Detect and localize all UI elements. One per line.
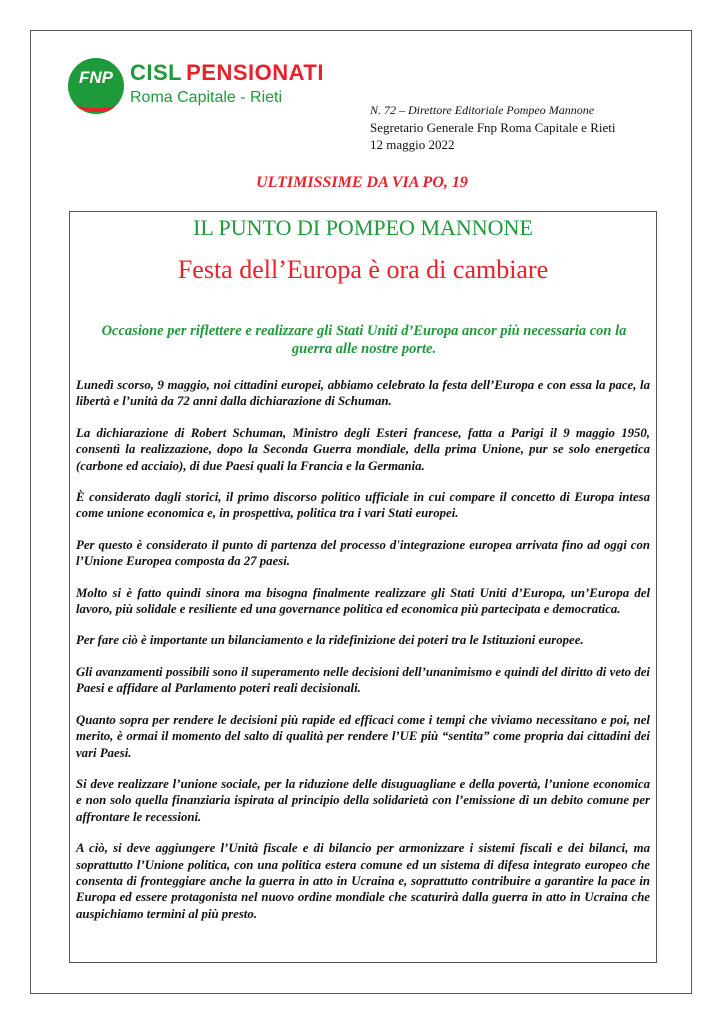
article-paragraph: Gli avanzamenti possibili sono il superamento nelle decisioni dell’unanimismo e quindi del diritto di veto dei Paesi e affidare al Parlamento poteri reali decisionali. [76,664,650,696]
article-headline: Festa dell’Europa è ora di cambiare [177,255,549,284]
edition-line: N. 72 – Direttore Editoriale Pompeo Mannone [370,103,595,117]
article-paragraph: Lunedì scorso, 9 maggio, noi cittadini europei, abbiamo celebrato la festa dell’Europa e con essa la pace, la libertà e l’unità da 72 anni dalla dichiarazione di Schuman. [76,378,650,409]
article-paragraph: È considerato dagli storici, il primo discorso politico ufficiale in cui compare il concetto di Europa intesa come unione economica e, in prospettiva, politica tra i vari Stati europei. [76,490,650,521]
article-body [76,377,650,937]
logo-brand-cisl: CISL [130,60,183,85]
cisl-pensionati-logo [68,58,324,116]
article-box [69,211,657,963]
section-title: ULTIMISSIME DA VIA PO, 19 [256,174,468,191]
article-paragraph: Per fare ciò è importante un bilanciamento e la ridefinizione dei poteri tra le Istituzioni europee. [76,633,584,648]
logo-brand-pensionati: PENSIONATI [186,60,324,85]
article-paragraph: Molto si è fatto quindi sinora ma bisogna finalmente realizzare gli Stati Uniti d’Europa, un’Europa del lavoro, più solidale e resiliente ed una governance politica ed economica più partecipata e democratica. [76,585,650,617]
issue-date: 12 maggio 2022 [370,137,455,152]
column-title: IL PUNTO DI POMPEO MANNONE [193,215,533,240]
article-paragraph: Per questo è considerato il punto di partenza del processo d'integrazione europea arrivata fino ad oggi con l’Unione Europea composta da 27 paesi. [76,537,650,569]
fnp-badge-text: FNP [79,68,113,87]
article-paragraph: A ciò, si deve aggiungere l’Unità fiscale e di bilancio per armonizzare i sistemi fiscali e dei bilanci, ma soprattutto l’Unione politica, con una politica estera comune ed un sistema di difesa integrato europeo che consenta di fronteggiare anche la guerra in atto in Ucraina e, soprattutto contribuire a garantire la pace in Europa ed essere protagonista nel nuovo ordine mondiale che scaturirà dalla guerra in atto in Ucraina che auspichiamo termini al più presto. [76,841,650,921]
article-paragraph: Si deve realizzare l’unione sociale, per la riduzione delle disuguagliane e della povertà, l’unione economica e non solo quella finanziaria ispirata al principio della solidarietà con l’emissione di un debito comune per affrontare le recessioni. [76,776,650,824]
secretary-line: Segretario Generale Fnp Roma Capitale e Rieti [370,120,616,135]
article-subtitle: Occasione per riflettere e realizzare gli Stati Uniti d’Europa ancor più necessaria con la guerra alle nostre porte. [101,323,627,357]
logo-region: Roma Capitale - Rieti [130,89,283,106]
logo-brand [130,60,324,86]
header-info [370,102,615,153]
red-swoosh-icon [74,94,120,112]
fnp-badge-icon [68,58,124,114]
article-paragraph: La dichiarazione di Robert Schuman, Ministro degli Esteri francese, fatta a Parigi il 9 maggio 1950, consentì la realizzazione, dopo la Seconda Guerra mondiale, della prima Unione, pur se solo energetica (carbone ed acciaio), di due Paesi quali la Francia e la Germania. [76,425,650,473]
article-paragraph: Quanto sopra per rendere le decisioni più rapide ed efficaci come i tempi che viviamo necessitano e poi, nel merito, è ormai il momento del salto di qualità per rendere l’UE più “sentita” come propria dai cittadini dei vari Paesi. [76,712,650,760]
